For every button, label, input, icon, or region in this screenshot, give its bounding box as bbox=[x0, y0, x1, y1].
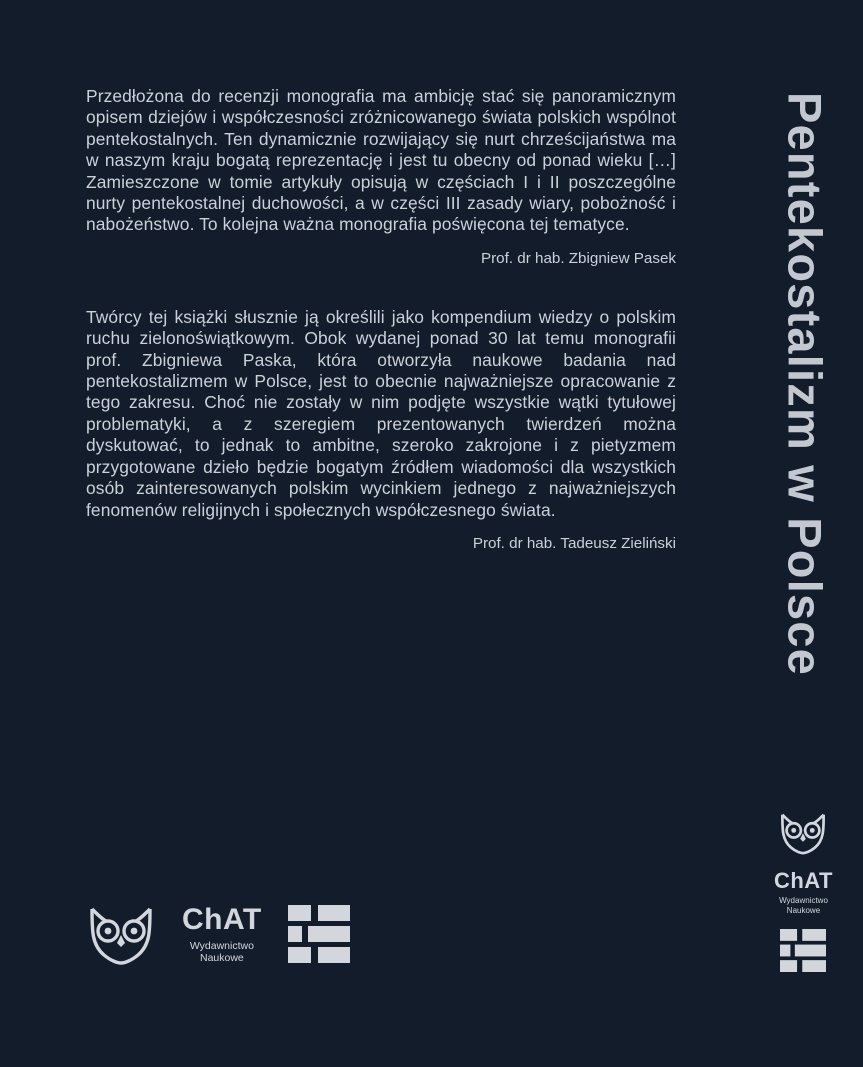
blocks-logo-icon bbox=[288, 905, 350, 963]
publisher-wordmark bbox=[774, 870, 833, 915]
publisher-wordmark bbox=[182, 902, 262, 964]
publisher-subtitle bbox=[779, 896, 828, 915]
publisher-subtitle-line1: Wydawnictwo bbox=[189, 939, 254, 952]
blurbs-container bbox=[86, 86, 676, 592]
publisher-name: ChAT bbox=[773, 868, 833, 893]
blurb-text: Przedłożona do recenzji monografia ma ambicję stać się panoramicznym opisem dziejów i współczesności zróżnicowanego świata polskich wspólnot pentekostalnych. Ten dynamicznie rozwijający się nurt chrześcijaństwa ma w naszym kraju bogatą reprezentację i jest tu obecny od ponad wieku […] Zamieszczone w tomie artykuły opisują w częściach I i II poszczególne nurty pentekostalnej duchowości, a w części III zasady wiary, pobożność i nabożeństwo. To kolejna ważna monografia poświęcona tej tematyce. bbox=[86, 86, 676, 235]
owl-icon bbox=[778, 809, 828, 856]
blurb-second bbox=[86, 307, 676, 552]
publisher-subtitle-line2: Naukowe bbox=[786, 905, 821, 915]
publisher-name: ChAT bbox=[182, 902, 262, 936]
publisher-logo-row bbox=[86, 901, 350, 967]
blurb-attribution: Prof. dr hab. Zbigniew Pasek bbox=[480, 249, 676, 267]
publisher-subtitle-line2: Naukowe bbox=[199, 951, 244, 964]
book-title-vertical bbox=[775, 92, 835, 712]
publisher-subtitle-line1: Wydawnictwo bbox=[779, 896, 828, 905]
blurb-attribution: Prof. dr hab. Tadeusz Zieliński bbox=[472, 534, 676, 552]
blocks-logo-icon bbox=[780, 929, 826, 972]
publisher-logo-stack bbox=[774, 809, 833, 972]
blurb-text: Twórcy tej książki słusznie ją określili jako kompendium wiedzy o polskim ruchu zielonoświątkowym. Obok wydanej ponad 30 lat temu monografii prof. Zbigniewa Paska, która otworzyła naukowe badania nad pentekostalizmem w Polsce, jest to obecnie najważniejsze opracowanie z tego zakresu. Choć nie zostały w nim podjęte wszystkie wątki tytułowej problematyki, a z szeregiem prezentowanych twierdzeń można dyskutować, to jednak to ambitne, szeroko zakrojone i z pietyzmem przygotowane dzieło będzie bogatym źródłem wiadomości dla wszystkich osób zainteresowanych polskim wycinkiem jednego z najważniejszych fenomenów religijnych i społecznych współczesnego świata. bbox=[86, 306, 676, 520]
book-title-text: Pentekostalizm w Polsce bbox=[778, 92, 832, 676]
owl-icon bbox=[86, 901, 156, 967]
publisher-subtitle bbox=[190, 940, 254, 964]
blurb-first bbox=[86, 86, 676, 267]
